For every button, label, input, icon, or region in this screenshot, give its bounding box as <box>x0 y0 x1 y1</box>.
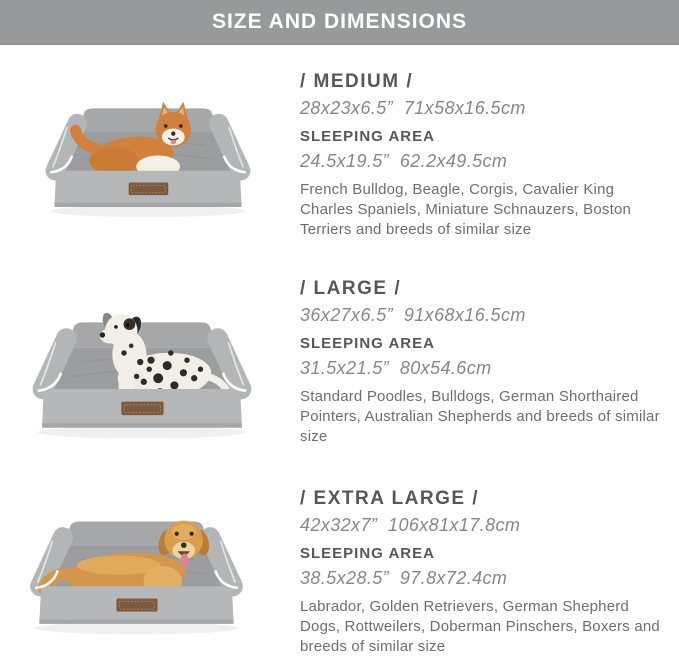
dog-tongue <box>181 553 189 566</box>
overall-dimensions: 42x32x7” 106x81x17.8cm <box>300 515 521 535</box>
size-title: / EXTRA LARGE / <box>300 488 480 509</box>
size-section-extra-large <box>0 462 679 655</box>
dog-eye <box>164 124 168 128</box>
sleeping-area-label: SLEEPING AREA <box>300 335 435 352</box>
extra-large-bed-photo <box>14 490 259 643</box>
recommended-breeds: Labrador, Golden Retrievers, German Shepherd Dogs, Rottweilers, Doberman Pinschers, Boxers and breeds of similar size <box>300 598 660 655</box>
size-title: / MEDIUM / <box>300 71 414 92</box>
back-bolster <box>78 108 218 132</box>
dog-eye <box>179 124 183 128</box>
bed-shadow <box>35 622 238 634</box>
bed-base-edge <box>42 423 242 428</box>
dog-eye-patch <box>124 318 136 330</box>
sleeping-area-dimensions: 31.5x21.5” 80x54.6cm <box>300 358 492 378</box>
dog-eye <box>126 323 130 327</box>
brand-tag <box>116 599 157 612</box>
bed-shadow <box>50 205 246 217</box>
dog-nose <box>100 332 105 337</box>
sleeping-area-dimensions: 38.5x28.5” 97.8x72.4cm <box>300 568 508 588</box>
size-info-extra-large <box>300 488 664 657</box>
header-banner <box>0 0 679 45</box>
size-info-large <box>300 278 664 447</box>
overall-dimensions: 36x27x6.5” 91x68x16.5cm <box>300 305 526 325</box>
size-info-medium <box>300 71 664 240</box>
brand-tag <box>121 402 163 416</box>
sleeping-area-label: SLEEPING AREA <box>300 128 435 145</box>
sleeping-area-dimensions: 24.5x19.5” 62.2x49.5cm <box>300 151 508 171</box>
overall-dimensions: 28x23x6.5” 71x58x16.5cm <box>300 98 526 118</box>
bed-shadow <box>38 426 247 439</box>
size-title: / LARGE / <box>300 278 402 299</box>
dog-haunch <box>91 147 138 174</box>
sleeping-area-label: SLEEPING AREA <box>300 545 435 562</box>
page-title: SIZE AND DIMENSIONS <box>211 9 468 33</box>
bed-base-edge <box>54 203 241 207</box>
dog-tongue <box>170 140 176 144</box>
dog-nose <box>171 131 175 135</box>
large-bed-photo <box>16 290 268 448</box>
size-section-medium <box>0 45 679 252</box>
dog-eye <box>114 325 118 329</box>
shiba-inu-on-bed-illustration <box>30 78 266 226</box>
recommended-breeds: French Bulldog, Beagle, Corgis, Cavalier King Charles Spaniels, Miniature Schnauzers, Boston Terriers and breeds of similar size <box>300 181 632 238</box>
size-section-large <box>0 252 679 462</box>
dog-eye <box>190 532 194 536</box>
brand-tag <box>129 183 169 196</box>
golden-retriever-on-bed-illustration <box>14 490 259 643</box>
dog-nose <box>181 542 187 548</box>
bed-base-edge <box>39 620 233 624</box>
dalmatian-on-bed-illustration <box>16 290 268 448</box>
dog-eye <box>175 532 179 536</box>
medium-bed-photo <box>30 78 266 226</box>
recommended-breeds: Standard Poodles, Bulldogs, German Shorthaired Pointers, Australian Shepherds and breeds of similar size <box>300 388 660 445</box>
